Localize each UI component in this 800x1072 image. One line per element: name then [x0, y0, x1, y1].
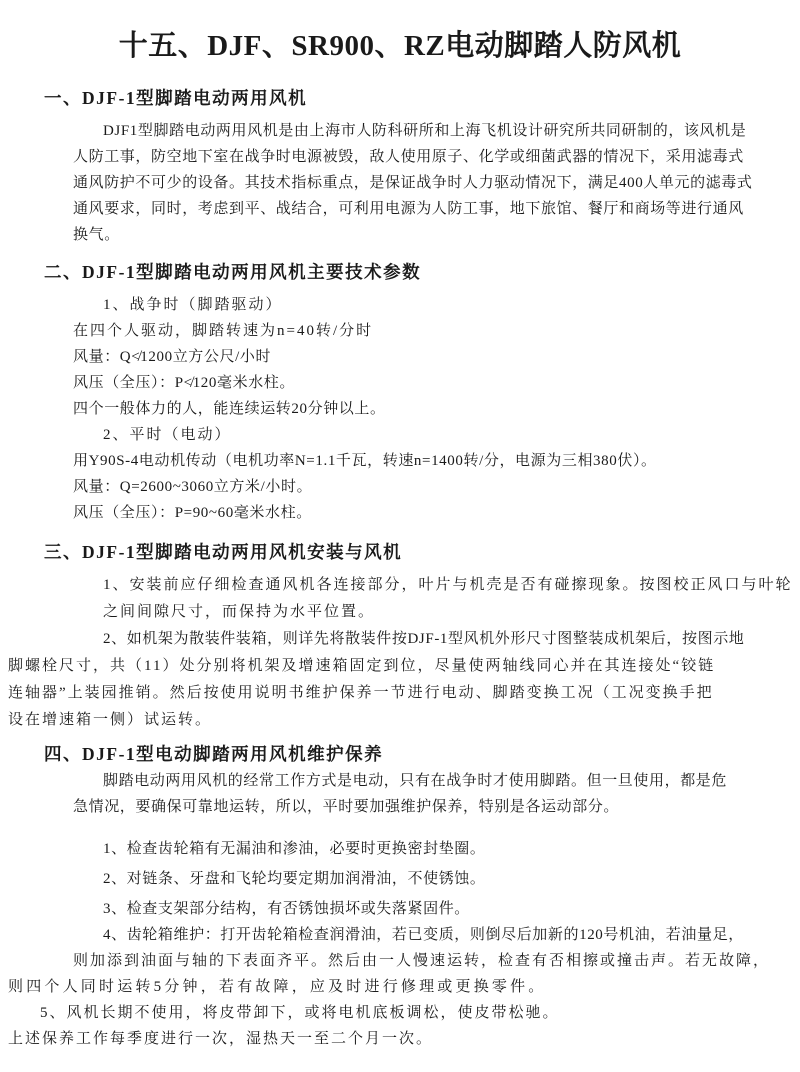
- section-2-heading: 二、DJF-1型脚踏电动两用风机主要技术参数: [44, 262, 422, 282]
- text-line: 换气。: [73, 227, 120, 243]
- document-page: [0, 26, 800, 1052]
- text-line: 脚踏电动两用风机的经常工作方式是电动，只有在战争时才使用脚踏。但一旦使用，都是危: [103, 773, 728, 789]
- text-line: 上述保养工作每季度进行一次，湿热天一至二个月一次。: [8, 1031, 434, 1047]
- text-line: 5、风机长期不使用，将皮带卸下，或将电机底板调松，使皮带松驰。: [40, 1005, 560, 1021]
- text-line: 风压（全压）：P≮120毫米水柱。: [73, 375, 296, 391]
- text-line: 通风防护不可少的设备。其技术指标重点，是保证战争时人力驱动情况下，满足400人单元的滤毒式: [73, 175, 753, 191]
- text-line: 人防工事，防空地下室在战争时电源被毁，敌人使用原子、化学或细菌武器的情况下，采用滤毒式: [73, 149, 744, 165]
- text-line: 急情况，要确保可靠地运转，所以，平时要加强维护保养，特别是各运动部分。: [73, 799, 620, 815]
- section-3-heading: 三、DJF-1型脚踏电动两用风机安装与风机: [44, 542, 403, 562]
- text-line: 设在增速箱一侧）试运转。: [8, 712, 213, 728]
- text-line: 在四个人驱动，脚踏转速为n=40转/分时: [73, 323, 374, 339]
- text-line: 则四个人同时运转5分钟，若有故障，应及时进行修理或更换零件。: [8, 979, 547, 995]
- section-3-body: [0, 572, 800, 734]
- text-line: 2、如机架为散装件装箱，则详先将散装件按DJF-1型风机外形尺寸图整装成机架后，按图示地: [103, 631, 745, 647]
- text-line: 风压（全压）：P=90~60毫米水柱。: [73, 505, 312, 521]
- text-line: 4、齿轮箱维护：打开齿轮箱检查润滑油，若已变质，则倒尽后加新的120号机油，若油量足，: [103, 927, 744, 943]
- text-line: 之间间隙尺寸，而保持为水平位置。: [103, 604, 376, 620]
- text-line: 1、检查齿轮箱有无漏油和渗油，必要时更换密封垫圈。: [103, 841, 486, 857]
- text-line: 3、检查支架部分结构，有否锈蚀损坏或失落紧固件。: [103, 901, 470, 917]
- section-2-body: [0, 292, 800, 526]
- section-1-heading: 一、DJF-1型脚踏电动两用风机: [44, 88, 308, 108]
- text-line: 四个一般体力的人，能连续运转20分钟以上。: [73, 401, 386, 417]
- text-line: 风量：Q≮1200立方公尺/小时: [73, 349, 272, 365]
- section-1-body: [0, 118, 800, 248]
- section-4-body: [0, 768, 800, 1052]
- text-line: 风量：Q=2600~3060立方米/小时。: [73, 479, 313, 495]
- text-line: 通风要求，同时，考虑到平、战结合，可利用电源为人防工事，地下旅馆、餐厅和商场等进行通风: [73, 201, 744, 217]
- text-line: 2、对链条、牙盘和飞轮均要定期加润滑油，不使锈蚀。: [103, 871, 486, 887]
- text-line: 1、安装前应仔细检查通风机各连接部分，叶片与机壳是否有碰擦现象。按图校正风口与叶轮: [103, 577, 793, 593]
- text-line: 用Y90S-4电动机传动（电机功率N=1.1千瓦，转速n=1400转/分，电源为三相380伏）。: [73, 453, 657, 469]
- text-line: 则加添到油面与轴的下表面齐平。然后由一人慢速运转，检查有否相擦或撞击声。若无故障，: [73, 953, 771, 969]
- section-4-heading: 四、DJF-1型电动脚踏两用风机维护保养: [44, 744, 384, 764]
- text-line: 2、平时（电动）: [103, 427, 232, 443]
- text-line: 1、战争时（脚踏驱动）: [103, 297, 283, 313]
- document-title: 十五、DJF、SR900、RZ电动脚踏人防风机: [118, 30, 682, 62]
- text-line: 脚螺栓尺寸，共（11）处分别将机架及增速箱固定到位，尽量使两轴线同心并在其连接处“铰链: [8, 658, 716, 674]
- text-line: 连轴器”上装园推销。然后按使用说明书维护保养一节进行电动、脚踏变换工况（工况变换手把: [8, 685, 714, 701]
- text-line: DJF1型脚踏电动两用风机是由上海市人防科研所和上海飞机设计研究所共同研制的，该风机是: [103, 123, 747, 139]
